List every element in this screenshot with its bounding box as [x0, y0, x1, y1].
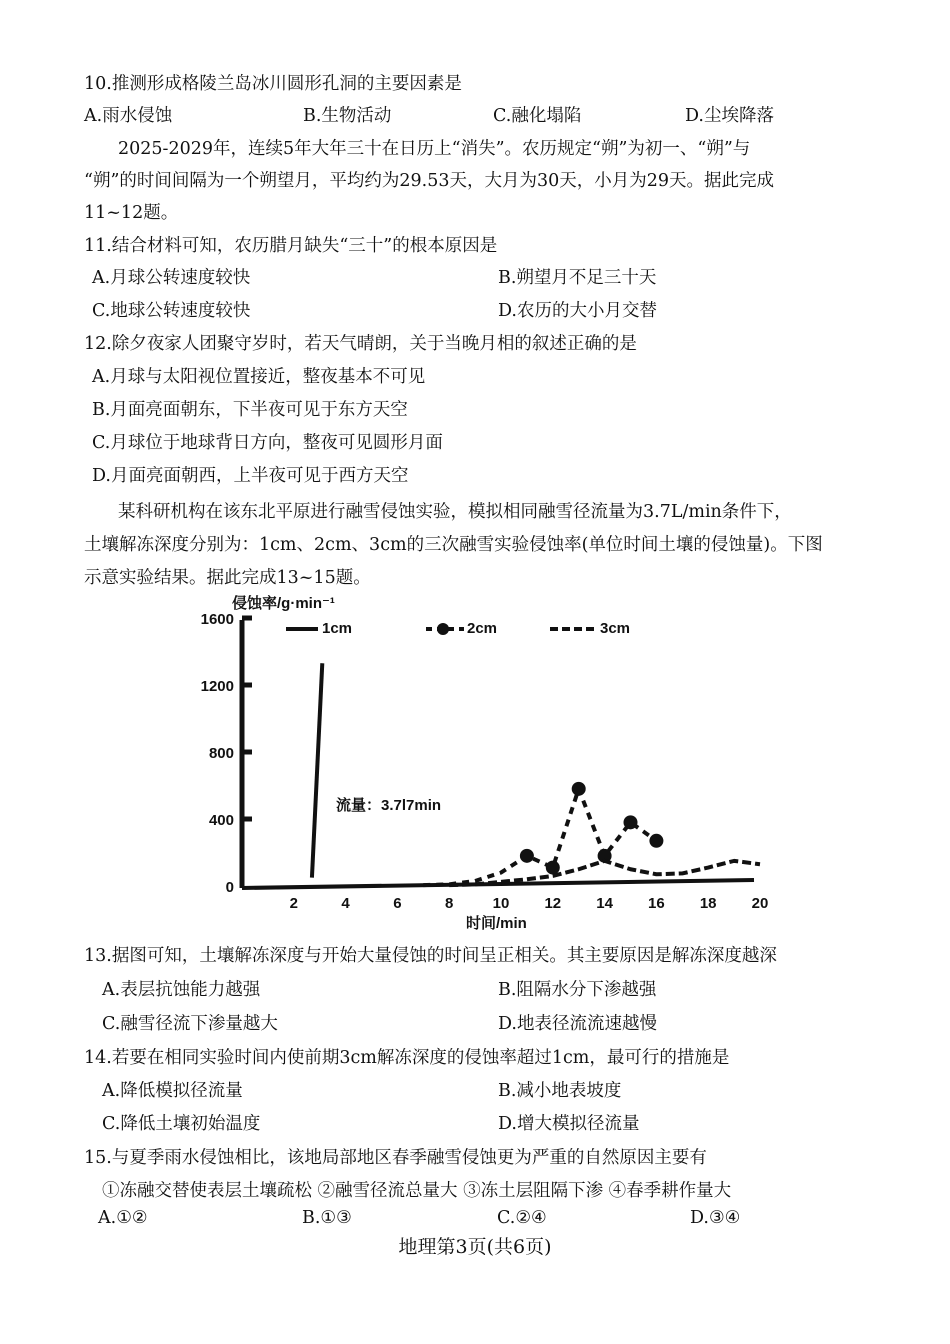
material2-line-1: 某科研机构在该东北平原进行融雪侵蚀实验，模拟相同融雪径流量为3.7L/min条件下， — [118, 502, 792, 522]
q12-option-b: B.月面亮面朝东，下半夜可见于东方天空 — [92, 400, 408, 420]
q14-option-c: C.降低土壤初始温度 — [102, 1114, 261, 1134]
q13-option-d: D.地表径流流速越慢 — [498, 1014, 657, 1034]
y-tick-label: 800 — [208, 745, 234, 762]
q15-option-a: A.①② — [98, 1208, 148, 1228]
legend-3cm-label: 3cm — [600, 620, 631, 637]
erosion-rate-chart — [180, 592, 780, 937]
q13-option-c: C.融雪径流下渗量越大 — [102, 1014, 278, 1034]
y-tick-label: 1200 — [200, 678, 234, 695]
q13-option-a: A.表层抗蚀能力越强 — [102, 980, 261, 1000]
q15-items: ①冻融交替使表层土壤疏松 ②融雪径流总量大 ③冻土层阻隔下渗 ④春季耕作量大 — [102, 1181, 732, 1201]
series-point-2cm — [572, 782, 586, 796]
q10-option-c: C.融化塌陷 — [493, 106, 582, 126]
series-point-2cm — [520, 849, 534, 863]
q14-option-b: B.减小地表坡度 — [498, 1081, 622, 1101]
y-tick-label: 400 — [208, 812, 234, 829]
legend-2cm-marker — [437, 623, 449, 635]
q12-option-d: D.月面亮面朝西，上半夜可见于西方天空 — [92, 466, 409, 486]
q13-stem: 13.据图可知，土壤解冻深度与开始大量侵蚀的时间呈正相关。其主要原因是解冻深度越深 — [84, 946, 777, 966]
y-tick-label: 1600 — [200, 611, 234, 628]
q11-stem: 11.结合材料可知，农历腊月缺失“三十”的根本原因是 — [84, 236, 498, 256]
material1-line-2: “朔”的时间间隔为一个朔望月，平均约为29.53天，大月为30天，小月为29天。据此完成 — [84, 171, 775, 191]
q15-option-b: B.①③ — [302, 1208, 352, 1228]
series-point-2cm — [624, 815, 638, 829]
q12-option-c: C.月球位于地球背日方向，整夜可见圆形月面 — [92, 433, 443, 453]
q10-option-d: D.尘埃降落 — [685, 106, 774, 126]
x-tick-label: 4 — [341, 895, 350, 912]
q15-option-d: D.③④ — [690, 1208, 741, 1228]
q14-option-a: A.降低模拟径流量 — [102, 1081, 243, 1101]
material1-line-3: 11~12题。 — [84, 203, 179, 223]
q14-stem: 14.若要在相同实验时间内使前期3cm解冻深度的侵蚀率超过1cm，最可行的措施是 — [84, 1048, 730, 1068]
y-tick-label: 0 — [225, 879, 234, 896]
x-axis — [242, 880, 754, 888]
q15-stem: 15.与夏季雨水侵蚀相比，该地局部地区春季融雪侵蚀更为严重的自然原因主要有 — [84, 1148, 707, 1168]
x-tick-label: 18 — [699, 895, 717, 912]
q11-option-a: A.月球公转速度较快 — [92, 268, 251, 288]
legend-1cm-label: 1cm — [322, 620, 353, 637]
q11-option-b: B.朔望月不足三十天 — [498, 268, 657, 288]
material1-line-1: 2025-2029年，连续5年大年三十在日历上“消失”。农历规定“朔”为初一、“朔”与 — [118, 139, 751, 159]
x-tick-label: 6 — [393, 895, 402, 912]
x-tick-label: 2 — [289, 895, 298, 912]
page-footer: 地理第3页(共6页) — [398, 1236, 552, 1258]
q11-option-d: D.农历的大小月交替 — [498, 301, 657, 321]
x-tick-label: 20 — [751, 895, 769, 912]
y-axis-label: 侵蚀率/g·min⁻¹ — [232, 595, 335, 612]
q10-option-b: B.生物活动 — [303, 106, 392, 126]
legend — [286, 620, 630, 637]
q10-stem: 10.推测形成格陵兰岛冰川圆形孔洞的主要因素是 — [84, 74, 462, 94]
material2-line-2: 土壤解冻深度分别为：1cm、2cm、3cm的三次融雪实验侵蚀率(单位时间土壤的侵蚀量)。下图 — [84, 535, 823, 555]
x-tick-label: 16 — [648, 895, 665, 912]
q12-stem: 12.除夕夜家人团聚守岁时，若天气晴朗，关于当晚月相的叙述正确的是 — [84, 334, 637, 354]
x-axis-label: 时间/min — [466, 915, 527, 932]
q13-option-b: B.阻隔水分下渗越强 — [498, 980, 657, 1000]
q10-option-a: A.雨水侵蚀 — [84, 106, 173, 126]
series-line-1cm — [312, 663, 322, 877]
q15-option-c: C.②④ — [497, 1208, 547, 1228]
q12-option-a: A.月球与太阳视位置接近，整夜基本不可见 — [92, 367, 426, 387]
series-point-2cm — [649, 834, 663, 848]
x-tick-label: 8 — [445, 895, 454, 912]
series-line-2cm — [423, 789, 656, 885]
legend-2cm-label: 2cm — [467, 620, 498, 637]
material2-line-3: 示意实验结果。据此完成13~15题。 — [84, 568, 371, 588]
flow-annotation: 流量：3.7l7min — [336, 797, 442, 814]
x-tick-label: 14 — [596, 895, 613, 912]
series-point-2cm — [546, 861, 560, 875]
x-tick-label: 10 — [492, 895, 510, 912]
x-tick-label: 12 — [544, 895, 562, 912]
q14-option-d: D.增大模拟径流量 — [498, 1114, 640, 1134]
q11-option-c: C.地球公转速度较快 — [92, 301, 251, 321]
